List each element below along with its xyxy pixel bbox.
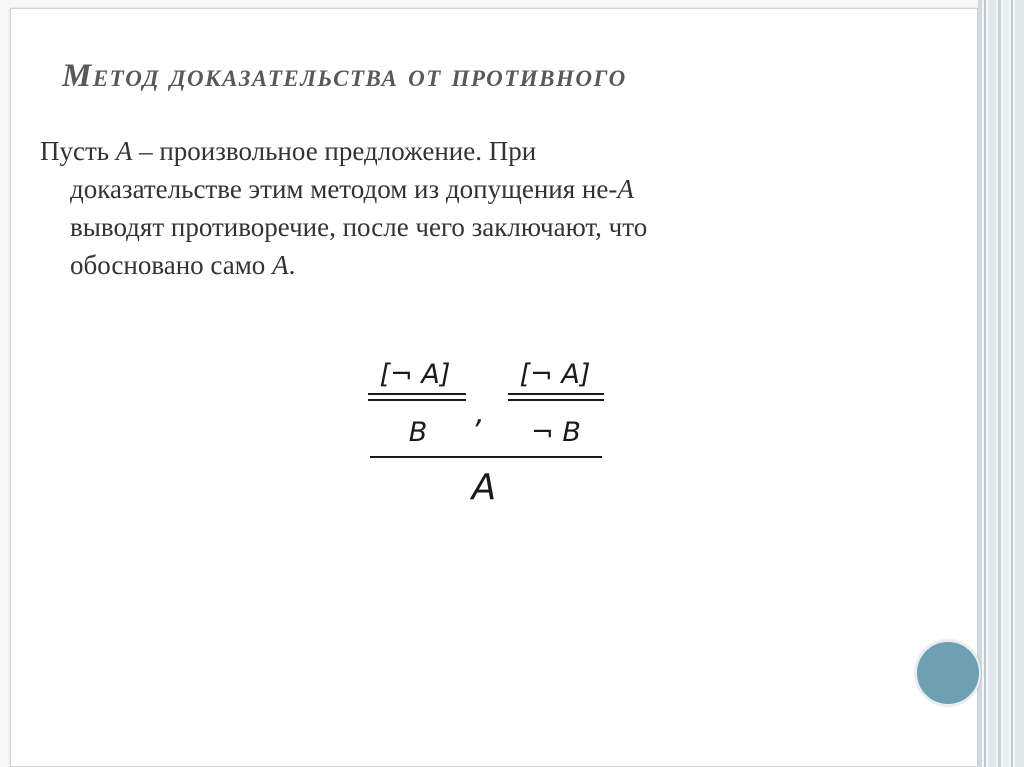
variable-a: A	[617, 174, 634, 204]
decorative-circle	[915, 640, 981, 706]
text-span: доказательстве этим методом из допущения не-	[70, 174, 618, 204]
text-span: обосновано само	[70, 250, 273, 280]
formula-comma: ,	[475, 396, 485, 431]
paragraph-line-1	[40, 132, 920, 170]
decorative-stripe	[978, 0, 982, 767]
decorative-stripe	[998, 0, 1001, 767]
formula-result: A	[471, 467, 497, 508]
slide-title: Метод доказательства от противного	[62, 58, 627, 94]
decorative-stripe	[988, 0, 996, 767]
text-span: .	[288, 250, 296, 280]
right-premise: [¬ A]	[519, 359, 591, 390]
proof-rule-formula	[360, 345, 620, 510]
variable-a: A	[272, 250, 289, 280]
right-conclusion: ¬ B	[531, 417, 581, 448]
left-premise: [¬ A]	[379, 359, 451, 390]
text-span: – произвольное предложение. При	[132, 136, 537, 166]
variable-a: A	[115, 136, 133, 166]
paragraph-line-2	[40, 170, 920, 208]
slide-paragraph	[40, 132, 920, 284]
paragraph-line-4	[40, 246, 920, 284]
left-conclusion: B	[408, 417, 428, 448]
decorative-stripe	[1003, 0, 1009, 767]
decorative-stripe	[1015, 0, 1024, 767]
paragraph-line-3: выводят противоречие, после чего заключают, что	[70, 212, 648, 242]
text-span: Пусть	[40, 136, 116, 166]
decorative-stripe	[1011, 0, 1013, 767]
decorative-stripe	[984, 0, 986, 767]
